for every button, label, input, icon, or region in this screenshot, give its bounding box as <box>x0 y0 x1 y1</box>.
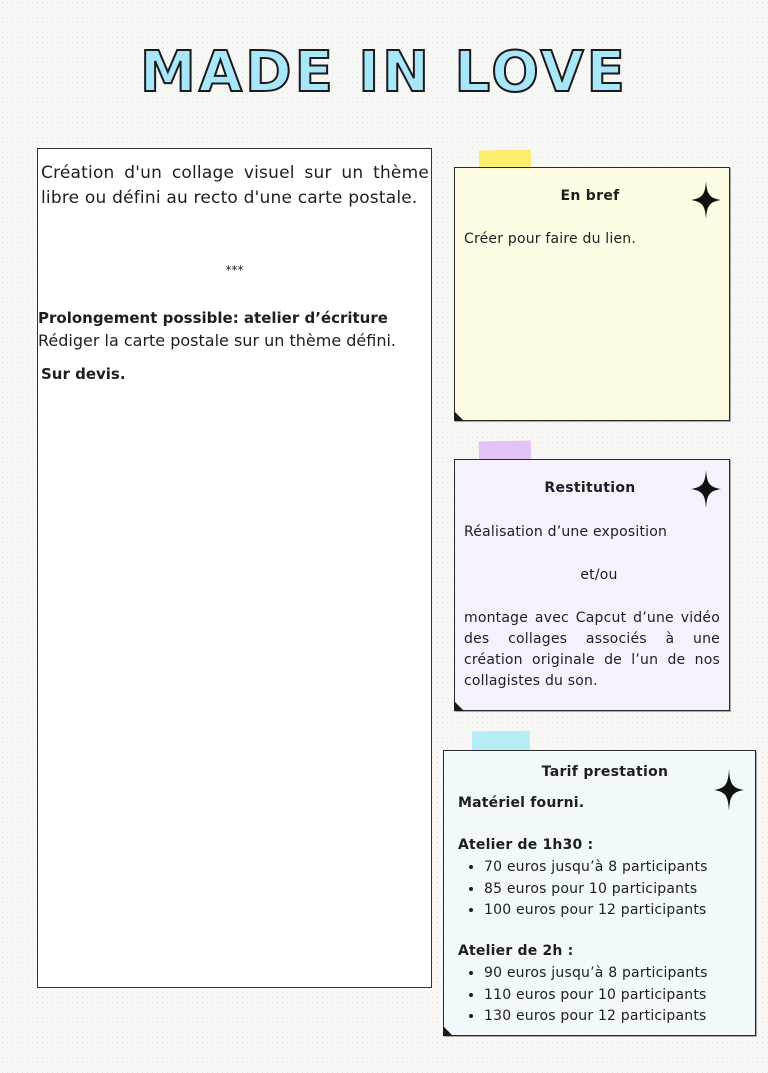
page-fold <box>443 1026 453 1036</box>
extension-text: Rédiger la carte postale sur un thème défini. <box>38 331 396 350</box>
list-item: • 110 euros pour 10 participants <box>484 985 768 1007</box>
note-restitution <box>454 459 730 711</box>
note-tarif <box>443 750 756 1036</box>
list-item: • 85 euros pour 10 participants <box>484 879 768 901</box>
list-item: • 70 euros jusqu’à 8 participants <box>484 857 768 879</box>
note-en-bref-title: En bref <box>560 188 620 204</box>
note-en-bref <box>454 167 730 421</box>
list-item: • 90 euros jusqu’à 8 participants <box>484 963 768 985</box>
list-item: • 130 euros pour 12 participants <box>484 1006 768 1028</box>
sparkle-icon <box>714 769 744 811</box>
list-item: • 100 euros pour 12 participants <box>484 900 768 922</box>
note-restitution-line3: montage avec Capcut d’une vidéo des collages associés à une création originale de l’un de nos collagistes du son. <box>464 610 720 689</box>
note-en-bref-text: Créer pour faire du lien. <box>464 231 637 247</box>
note-restitution-line2: et/ou <box>580 567 618 583</box>
quote-note: Sur devis. <box>41 365 126 383</box>
atelier-1h30-heading: Atelier de 1h30 : <box>458 837 594 853</box>
separator: *** <box>225 263 244 277</box>
atelier-2h-heading: Atelier de 2h : <box>458 943 574 959</box>
atelier-1h30-list <box>458 857 768 922</box>
sparkle-icon <box>691 181 721 219</box>
sparkle-icon <box>691 470 721 508</box>
note-restitution-line1: Réalisation d’une exposition <box>464 524 668 540</box>
page-fold <box>454 701 464 711</box>
note-restitution-title: Restitution <box>544 480 636 496</box>
page-fold <box>454 411 464 421</box>
note-tarif-title: Tarif prestation <box>541 764 669 780</box>
page-title: MADE IN LOVE <box>140 40 628 105</box>
extension-heading: Prolongement possible: atelier d’écriture <box>38 309 388 327</box>
atelier-2h-list <box>458 963 768 1028</box>
intro-text: Création d'un collage visuel sur un thème libre ou défini au recto d'une carte postale. <box>41 163 429 208</box>
description-panel <box>37 148 432 988</box>
material-provided: Matériel fourni. <box>458 795 585 811</box>
